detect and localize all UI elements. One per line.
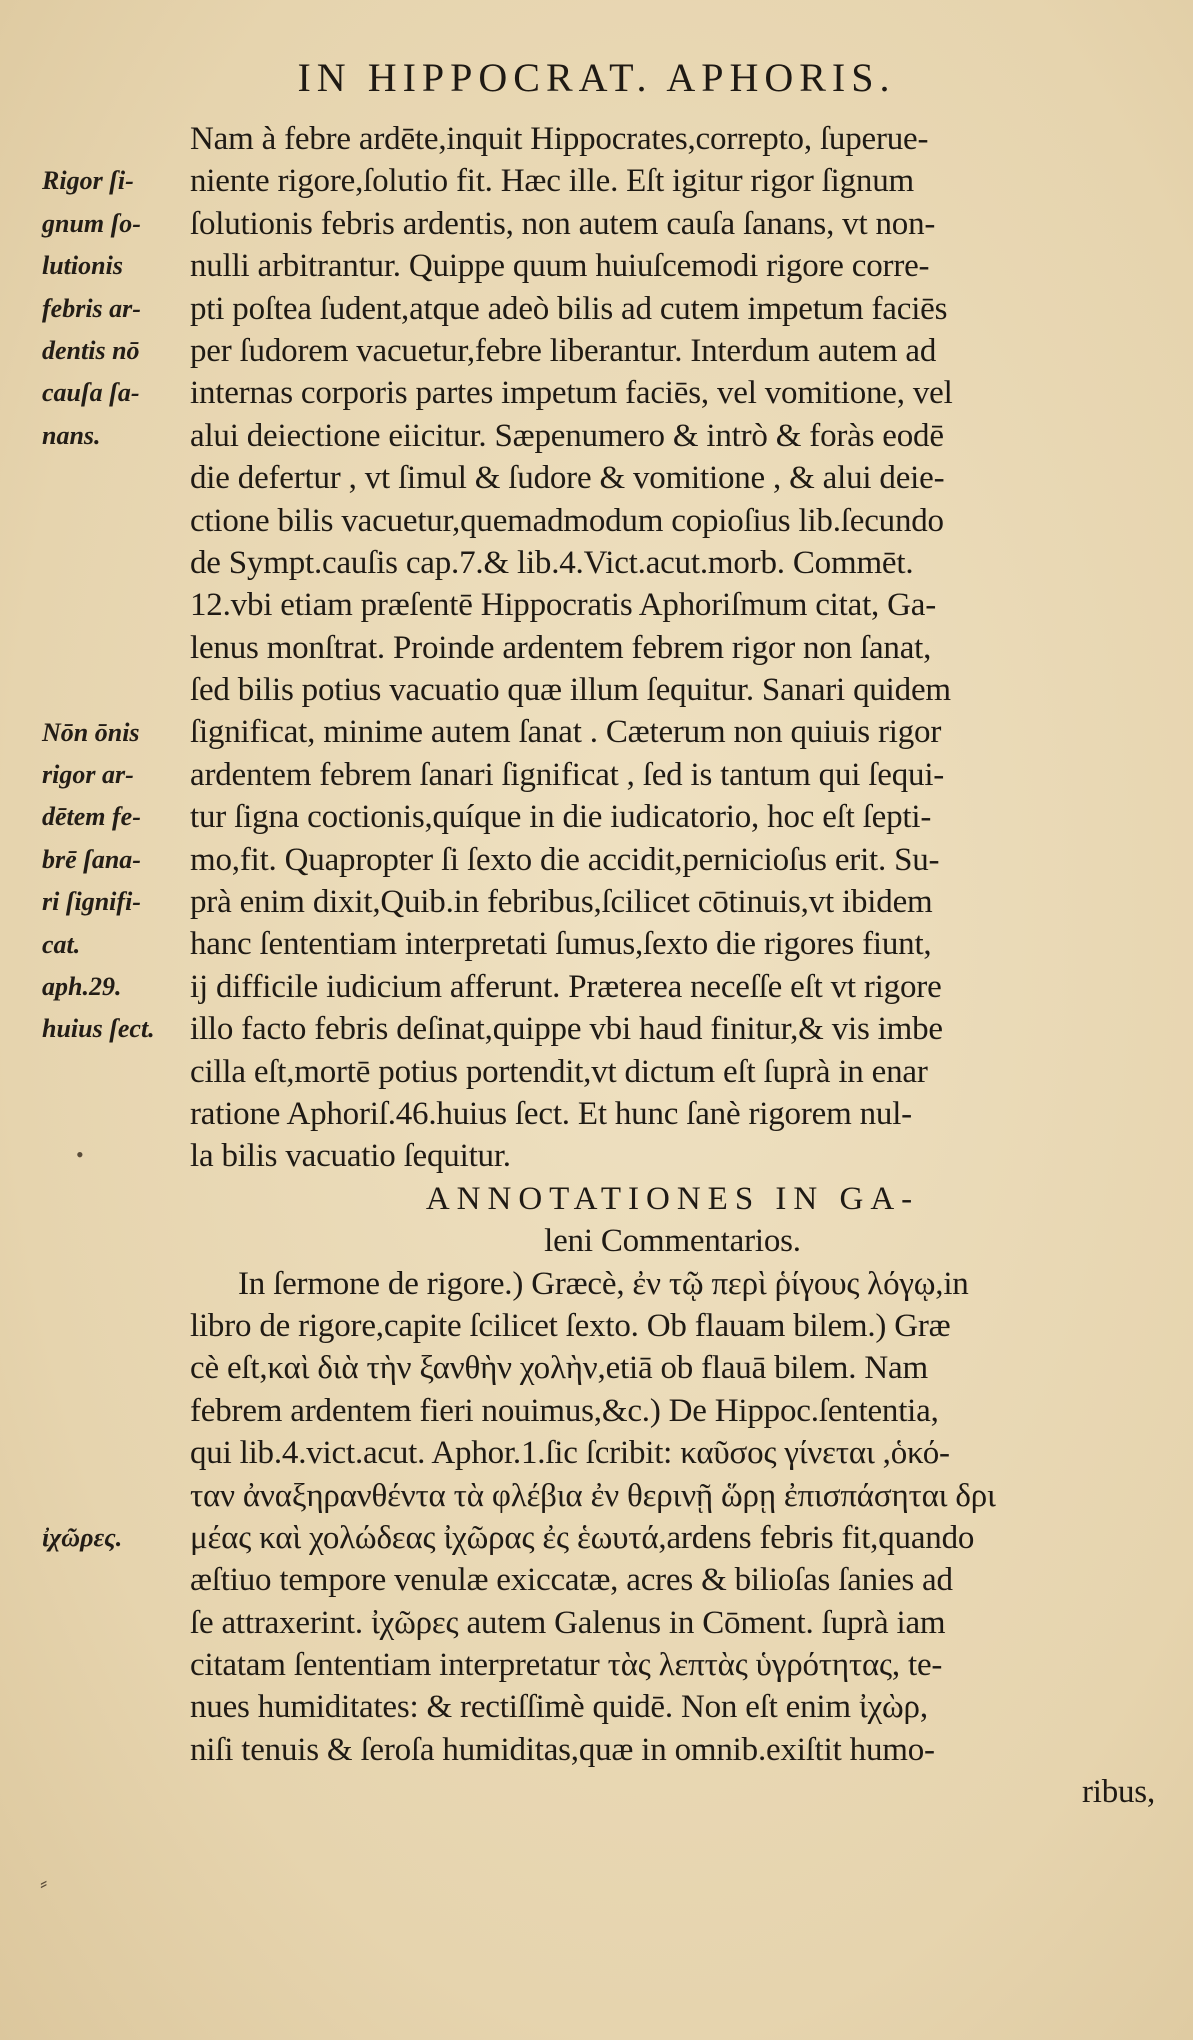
text-line: de Sympt.cauſis cap.7.& lib.4.Vict.acut.morb. Commēt. xyxy=(190,544,914,581)
marginal-note xyxy=(42,1517,122,1559)
marginal-note-line: lutionis xyxy=(42,251,123,281)
marginal-note-line: dentis nō xyxy=(42,335,140,365)
text-line: nues humiditates: & rectiſſimè quidē. Non eſt enim ἰχὼρ, xyxy=(190,1689,928,1726)
text-line: μέας καὶ χολώδεας ἰχῶρας ἐς ἑωυτά,ardens febris fit,quando xyxy=(190,1519,975,1556)
marginal-note-line: brē ſana- xyxy=(42,844,141,874)
text-line: ctione bilis vacuetur,quemadmodum copioſius lib.ſecundo xyxy=(190,502,944,539)
marginal-note-line: cauſa ſa- xyxy=(42,378,140,408)
marginal-note-line: Nōn ōnis xyxy=(42,717,140,747)
main-text-block xyxy=(190,118,1155,1814)
marginal-note-line: Rigor ſi- xyxy=(42,166,134,196)
marginal-note-line: cat. xyxy=(42,929,81,959)
text-line: ratione Aphoriſ.46.huius ſect. Et hunc ſanè rigorem nul- xyxy=(190,1095,912,1132)
text-line: libro de rigore,capite ſcilicet ſexto. Ob flauam bilem.) Græ xyxy=(190,1307,951,1344)
running-header: IN HIPPOCRAT. APHORIS. xyxy=(297,55,896,100)
text-line: leni Commentarios. xyxy=(544,1223,801,1260)
text-line: ſe attraxerint. ἰχῶρες autem Galenus in Cōment. ſuprà iam xyxy=(190,1604,946,1641)
text-line: niente rigore,ſolutio fit. Hæc ille. Eſt igitur rigor ſignum xyxy=(190,163,914,200)
marginal-note-line: rigor ar- xyxy=(42,759,134,789)
text-line: 12.vbi etiam præſentē Hippocratis Aphoriſmum citat, Ga- xyxy=(190,587,937,624)
text-line: In ſermone de rigore.) Græcè, ἐν τῷ περὶ ῥίγους λόγῳ,in xyxy=(238,1265,969,1302)
text-line: ſolutionis febris ardentis, non autem cauſa ſanans, vt non- xyxy=(190,205,936,242)
marginal-note-line: huius ſect. xyxy=(42,1014,155,1044)
text-line: alui deiectione eiicitur. Sæpenumero & intrò & foràs eodē xyxy=(190,417,944,454)
text-line: cè eſt,καὶ διὰ τὴν ξανθὴν χολὴν,etiā ob flauā bilem. Nam xyxy=(190,1350,928,1387)
marginal-note-line: dētem fe- xyxy=(42,802,141,832)
text-line: prà enim dixit,Quib.in febribus,ſcilicet cōtinuis,vt ibidem xyxy=(190,884,933,921)
text-line: ribus, xyxy=(1081,1774,1155,1811)
marginal-note xyxy=(42,966,155,1051)
text-line: tur ſigna coctionis,quíque in die iudicatorio, hoc eſt ſepti- xyxy=(190,799,932,836)
text-line: febrem ardentem fieri nouimus,&c.) De Hippoc.ſententia, xyxy=(190,1392,939,1429)
text-line: ταν ἀναξηρανθέντα τὰ φλέβια ἐν θερινῇ ὥρῃ ἐπισπάσηται δρι xyxy=(190,1477,996,1514)
text-line: cilla eſt,mortē potius portendit,vt dictum eſt ſuprà in enar xyxy=(190,1053,928,1090)
text-line: ſed bilis potius vacuatio quæ illum ſequitur. Sanari quidem xyxy=(190,672,951,709)
text-line: hanc ſententiam interpretati ſumus,ſexto die rigores fiunt, xyxy=(190,926,932,963)
marginal-note-line: nans. xyxy=(42,420,101,450)
marginal-note-line: ἰχῶρες. xyxy=(42,1523,123,1553)
text-line: qui lib.4.vict.acut. Aphor.1.ſic ſcribit: καῦσος γίνεται ,ὁκό- xyxy=(190,1435,950,1472)
ink-speck: • xyxy=(76,1142,84,1167)
text-line: citatam ſententiam interpretatur τὰς λεπτὰς ὑγρότητας, te- xyxy=(190,1647,943,1684)
marginal-note xyxy=(42,712,141,966)
marginal-note-line: aph.29. xyxy=(42,972,122,1001)
text-line: ardentem febrem ſanari ſignificat , ſed is tantum qui ſequi- xyxy=(190,756,945,793)
section-heading: ANNOTATIONES IN GA- xyxy=(425,1180,920,1217)
marginal-note-line: gnum ſo- xyxy=(42,208,141,238)
text-line: niſi tenuis & ſeroſa humiditas,quæ in omnib.exiſtit humo- xyxy=(190,1731,935,1768)
text-line: la bilis vacuatio ſequitur. xyxy=(190,1138,511,1175)
text-line: pti poſtea ſudent,atque adeò bilis ad cutem impetum faciēs xyxy=(190,290,948,327)
marginal-note xyxy=(42,160,141,457)
text-line: internas corporis partes impetum faciēs, vel vomitione, vel xyxy=(190,375,953,412)
text-line: ſignificat, minime autem ſanat . Cæterum non quiuis rigor xyxy=(190,714,942,751)
text-line: ij difficile iudicium afferunt. Præterea neceſſe eſt vt rigore xyxy=(190,968,942,1005)
text-line: æſtiuo tempore venulæ exiccatæ, acres & bilioſas ſanies ad xyxy=(190,1562,953,1599)
text-line: Nam à febre ardēte,inquit Hippocrates,correpto, ſuperue- xyxy=(190,121,929,157)
ink-speck: ⸗ xyxy=(40,1870,48,1895)
text-line: illo facto febris deſinat,quippe vbi haud finitur,& vis imbe xyxy=(190,1011,943,1048)
text-line: nulli arbitrantur. Quippe quum huiuſcemodi rigore corre- xyxy=(190,248,930,285)
text-line: lenus monſtrat. Proinde ardentem febrem rigor non ſanat, xyxy=(190,629,932,666)
marginal-note-line: ri ſignifi- xyxy=(42,887,141,917)
text-line: die defertur , vt ſimul & ſudore & vomitione , & alui deie- xyxy=(190,460,945,497)
text-line: per ſudorem vacuetur,febre liberantur. Interdum autem ad xyxy=(190,332,937,369)
marginal-note-line: febris ar- xyxy=(42,293,141,323)
text-line: mo,fit. Quapropter ſi ſexto die accidit,pernicioſus erit. Su- xyxy=(190,841,940,878)
